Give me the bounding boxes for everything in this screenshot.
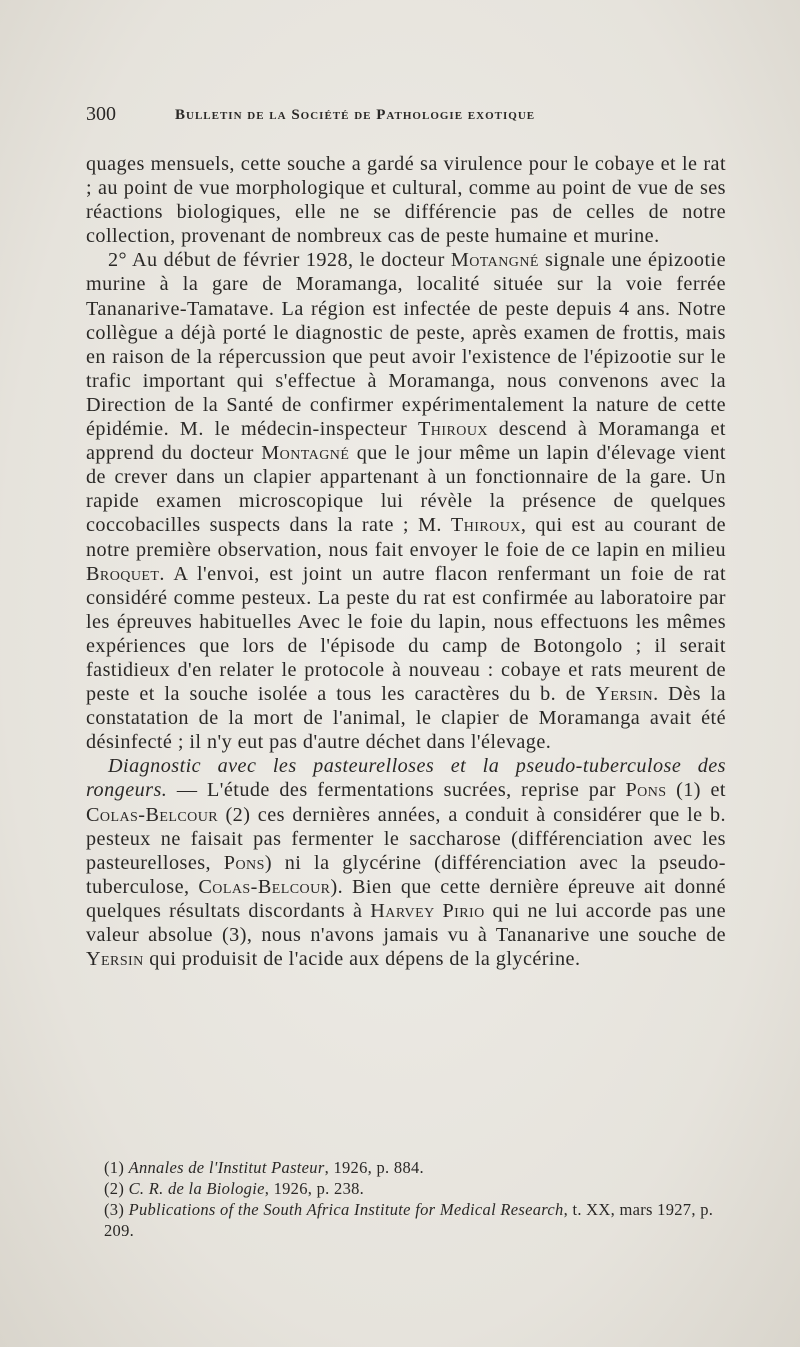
footnote [86,1157,726,1178]
name-smallcaps: Thiroux [450,514,521,537]
body-text [86,152,726,971]
name-smallcaps: Motangné [450,249,539,272]
paragraph [86,248,726,754]
text-run: . Dès la constatation de la mort de l'animal, le clapier de Moramanga avait été désinfecté ; il n'y eut pas d'autre déchet dans l'élevage. [86,683,726,754]
footnote [86,1178,726,1199]
text-run: — L'étude des fermentations sucrées, reprise par [167,779,626,802]
text-run: (3) [104,1200,129,1219]
page-header [86,103,726,133]
text-run: , t. XX, mars 1927, p. 209. [104,1200,714,1240]
name-smallcaps: Thiroux [418,418,488,441]
name-smallcaps: Pons [625,779,667,802]
name-smallcaps: Colas-Belcour [86,803,219,826]
paragraph [86,754,726,971]
page-number: 300 [86,103,116,125]
italic-text: C. R. de la Biologie [128,1179,265,1198]
text-run: , 1926, p. 884. [324,1158,424,1177]
text-run: qui produisit de l'acide aux dépens de la glycérine. [143,948,581,971]
text-run: (2) [104,1179,129,1198]
text-run: descend à Moramanga et apprend du docteur [86,418,726,465]
text-run: quages mensuels, cette souche a gardé sa virulence pour le cobaye et le rat ; au point de vue morphologique et cultural, comme au point de vue de ses réactions biologiques, elle ne se différencie pas de celles de notre collection, provenant de nombreux cas de peste humaine et murine. [86,153,726,248]
text-run: (2) ces dernières années, a conduit à considérer que le b. pesteux ne faisait pas fermenter le saccharose (différenciation avec les pasteurelloses, [86,803,726,874]
text-run: (1) et [666,779,726,802]
text-run: ). Bien que cette dernière épreuve ait donné quelques résultats discordants à [86,875,726,922]
paragraph [86,152,726,248]
italic-text: Publications of the South Africa Institute for Medical Research [128,1200,564,1219]
footnotes [86,1157,726,1241]
text-run: ) ni la glycérine (différenciation avec la pseudo-tuberculose, [86,851,726,898]
text-run: qui ne lui accorde pas une valeur absolue (3), nous n'avons jamais vu à Tananarive une souche de [86,899,727,946]
name-smallcaps: Pons [223,851,265,874]
name-smallcaps: Broquet [86,562,160,585]
name-smallcaps: Montagné [261,442,350,465]
name-smallcaps: Yersin [86,948,144,971]
name-smallcaps: Yersin [595,683,654,706]
text-run: signale une épizootie murine à la gare de Moramanga, localité située sur la voie ferrée Tananarive-Tamatave. La région est infectée de peste depuis 4 ans. Notre collègue a déjà porté le diagnostic de peste, après examen de frottis, mais en raison de la répercussion que peut avoir l'existence de l'épizootie sur le trafic important qui s'effectue à Moramanga, nous convenons avec la Direction de la Santé de confirmer expérimentalement la nature de cette épidémie. M. le médecin-inspecteur [86,249,726,441]
italic-text: Annales de l'Institut Pasteur [128,1158,325,1177]
footnote [86,1199,726,1241]
name-smallcaps: Harvey Pirio [370,899,485,922]
text-run: que le jour même un lapin d'élevage vient de crever dans un clapier appartenant à un fonctionnaire de la gare. Un rapide examen microscopique lui révèle la présence de quelques coccobacilles suspects dans la rate ; M. [86,442,726,537]
text-run: , 1926, p. 238. [264,1179,365,1198]
text-run: , qui est au courant de notre première observation, nous fait envoyer le foie de ce lapin en milieu [86,514,726,561]
text-run: (1) [104,1158,129,1177]
text-run: 2° Au début de février 1928, le docteur [108,249,451,272]
italic-text: Diagnostic avec les pasteurelloses et la pseudo-tuberculose des rongeurs. [86,755,726,802]
name-smallcaps: Colas-Belcour [198,875,331,898]
text-run: . A l'envoi, est joint un autre flacon renfermant un foie de rat considéré comme pesteux. La peste du rat est confirmée au laboratoire par les épreuves habituelles Avec le foie du lapin, nous effectuons les mêmes expériences que lors de l'épisode du camp de Botongolo ; il serait fastidieux d'en relater le protocole à nouveau : cobaye et rats meurent de peste et la souche isolée a tous les caractères du b. de [86,562,726,706]
running-title: Bulletin de la Société de Pathologie exotique [175,107,536,123]
